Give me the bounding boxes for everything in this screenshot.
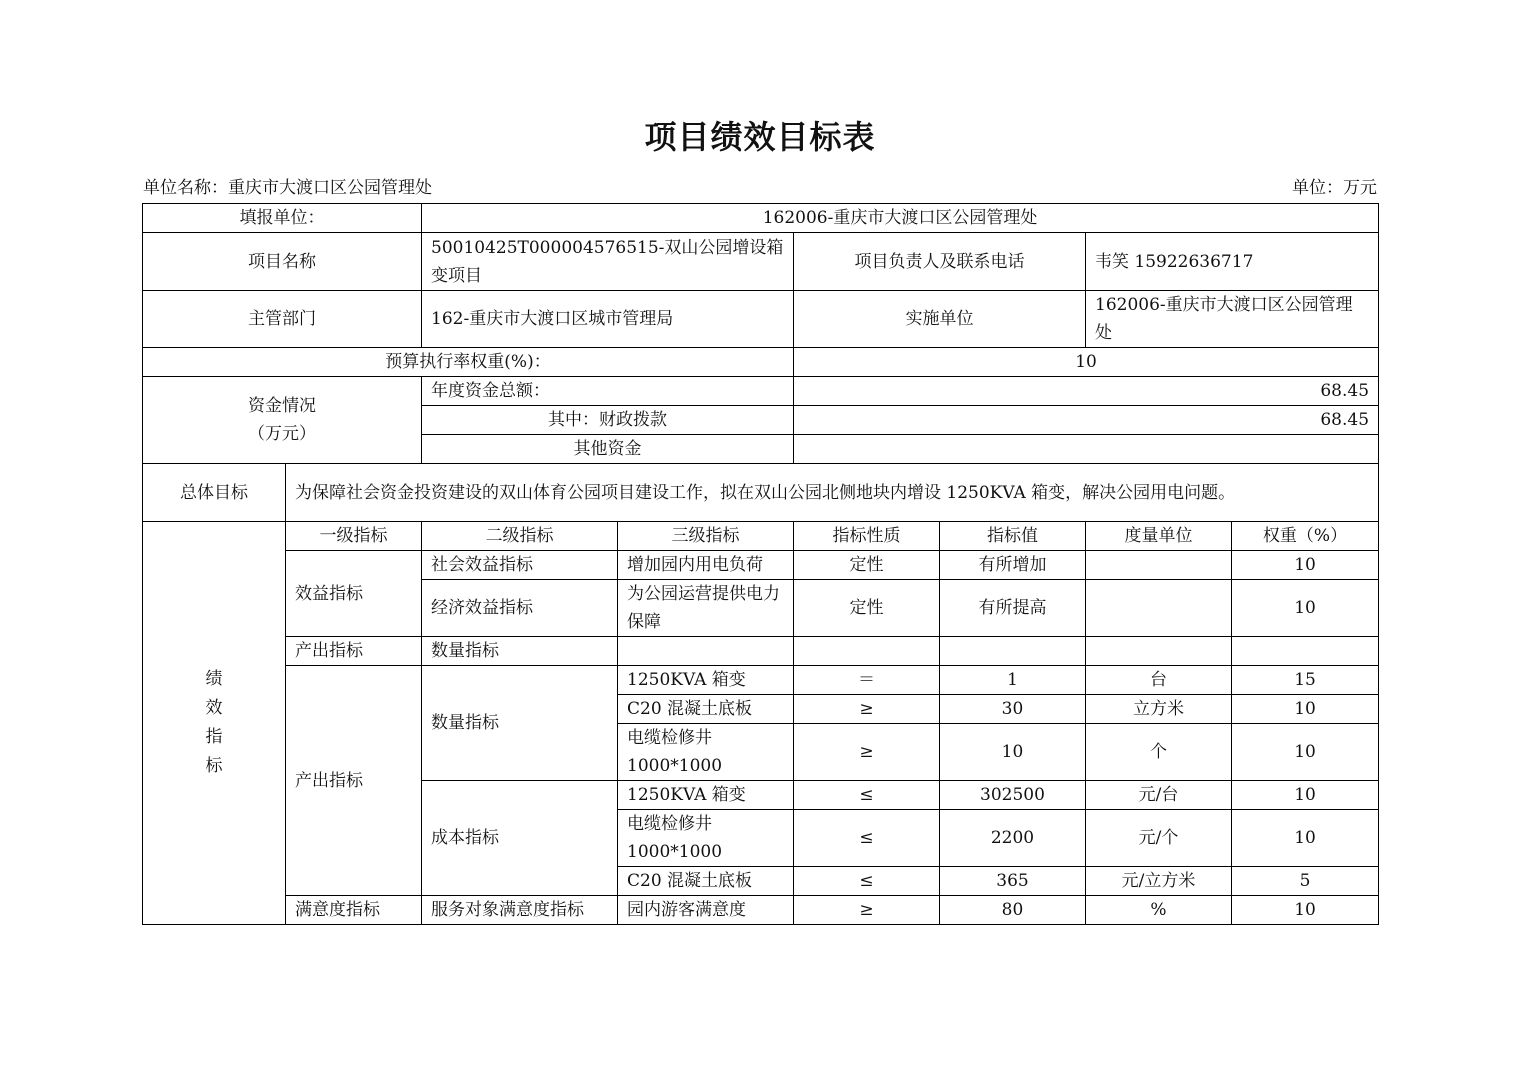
- impl-value: 162006-重庆市大渡口区公园管理处: [1086, 291, 1379, 348]
- empty-cell: [1232, 637, 1379, 666]
- output-level1-b: 产出指标: [286, 666, 422, 896]
- sat-level3: 园内游客满意度: [618, 896, 794, 925]
- q3-weight: 10: [1232, 724, 1379, 781]
- c1-weight: 10: [1232, 781, 1379, 810]
- c3-weight: 5: [1232, 867, 1379, 896]
- social-level2: 社会效益指标: [422, 551, 618, 580]
- currency-unit: 单位：万元: [1292, 178, 1377, 198]
- q2-nature: ≥: [794, 695, 940, 724]
- c1-nature: ≤: [794, 781, 940, 810]
- q1-unit: 台: [1086, 666, 1232, 695]
- sat-weight: 10: [1232, 896, 1379, 925]
- quantity-level2: 数量指标: [422, 666, 618, 781]
- q2-weight: 10: [1232, 695, 1379, 724]
- side-char: 效: [205, 698, 223, 718]
- page-title: 项目绩效目标表: [644, 118, 876, 156]
- header-level3: 三级指标: [618, 522, 794, 551]
- social-nature: 定性: [794, 551, 940, 580]
- side-char: 绩: [205, 669, 223, 689]
- c1-unit: 元/台: [1086, 781, 1232, 810]
- empty-cell: [794, 637, 940, 666]
- side-char: 标: [205, 756, 223, 776]
- sat-nature: ≥: [794, 896, 940, 925]
- c1-level3: 1250KVA 箱变: [618, 781, 794, 810]
- unit-name: 单位名称：重庆市大渡口区公园管理处: [143, 178, 432, 198]
- social-level3: 增加园内用电负荷: [618, 551, 794, 580]
- leader-value: 韦笑 15922636717: [1086, 233, 1379, 291]
- funds-label: [143, 377, 422, 464]
- c3-level3: C20 混凝土底板: [618, 867, 794, 896]
- output-level1-a: 产出指标: [286, 637, 422, 666]
- goal-value: 为保障社会资金投资建设的双山体育公园项目建设工作，拟在双山公园北侧地块内增设 1250KVA 箱变，解决公园用电问题。: [286, 464, 1379, 522]
- funds-label-line1: 资金情况: [248, 396, 316, 416]
- c2-unit: 元/个: [1086, 810, 1232, 867]
- leader-label: 项目负责人及联系电话: [794, 233, 1086, 291]
- econ-weight: 10: [1232, 580, 1379, 637]
- sat-value: 80: [940, 896, 1086, 925]
- impl-label: 实施单位: [794, 291, 1086, 348]
- table-row: [143, 666, 1379, 695]
- c2-level3: 电缆检修井1000*1000: [618, 810, 794, 867]
- project-name-value: 50010425T000004576515-双山公园增设箱变项目: [422, 233, 794, 291]
- fiscal-value: 68.45: [794, 406, 1379, 435]
- econ-unit: [1086, 580, 1232, 637]
- budget-weight-value: 10: [794, 348, 1379, 377]
- fill-unit-label: 填报单位：: [143, 204, 422, 233]
- q3-nature: ≥: [794, 724, 940, 781]
- dept-value: 162-重庆市大渡口区城市管理局: [422, 291, 794, 348]
- header-value: 指标值: [940, 522, 1086, 551]
- econ-level2: 经济效益指标: [422, 580, 618, 637]
- fiscal-label: 其中：财政拨款: [422, 406, 794, 435]
- header-level2: 二级指标: [422, 522, 618, 551]
- q1-nature: ＝: [794, 666, 940, 695]
- side-char: 指: [205, 727, 223, 747]
- header-level1: 一级指标: [286, 522, 422, 551]
- c2-value: 2200: [940, 810, 1086, 867]
- q3-unit: 个: [1086, 724, 1232, 781]
- budget-weight-label: 预算执行率权重(%)：: [143, 348, 794, 377]
- empty-cell: [940, 637, 1086, 666]
- project-name-label: 项目名称: [143, 233, 422, 291]
- cost-level2: 成本指标: [422, 781, 618, 896]
- econ-value: 有所提高: [940, 580, 1086, 637]
- goal-label: 总体目标: [143, 464, 286, 522]
- funds-label-line2: （万元）: [248, 424, 316, 444]
- c3-nature: ≤: [794, 867, 940, 896]
- q2-value: 30: [940, 695, 1086, 724]
- q3-value: 10: [940, 724, 1086, 781]
- c2-weight: 10: [1232, 810, 1379, 867]
- social-weight: 10: [1232, 551, 1379, 580]
- q2-level3: C20 混凝土底板: [618, 695, 794, 724]
- q2-unit: 立方米: [1086, 695, 1232, 724]
- indicators-side-label: [143, 522, 286, 925]
- c3-unit: 元/立方米: [1086, 867, 1232, 896]
- other-funds-value: [794, 435, 1379, 464]
- econ-level3: 为公园运营提供电力保障: [618, 580, 794, 637]
- fill-unit-value: 162006-重庆市大渡口区公园管理处: [422, 204, 1379, 233]
- table-row: [143, 637, 1379, 666]
- dept-label: 主管部门: [143, 291, 422, 348]
- q1-level3: 1250KVA 箱变: [618, 666, 794, 695]
- q1-value: 1: [940, 666, 1086, 695]
- header-unit: 度量单位: [1086, 522, 1232, 551]
- econ-nature: 定性: [794, 580, 940, 637]
- other-funds-label: 其他资金: [422, 435, 794, 464]
- empty-cell: [618, 637, 794, 666]
- sat-level2: 服务对象满意度指标: [422, 896, 618, 925]
- table-row: [143, 896, 1379, 925]
- table-row: [143, 551, 1379, 580]
- header-nature: 指标性质: [794, 522, 940, 551]
- q1-weight: 15: [1232, 666, 1379, 695]
- empty-cell: [1086, 637, 1232, 666]
- social-unit: [1086, 551, 1232, 580]
- q3-level3: 电缆检修井1000*1000: [618, 724, 794, 781]
- benefit-level1: 效益指标: [286, 551, 422, 637]
- social-value: 有所增加: [940, 551, 1086, 580]
- annual-total-value: 68.45: [794, 377, 1379, 406]
- header-weight: 权重（%）: [1232, 522, 1379, 551]
- c1-value: 302500: [940, 781, 1086, 810]
- annual-total-label: 年度资金总额：: [422, 377, 794, 406]
- output-level2-a: 数量指标: [422, 637, 618, 666]
- c2-nature: ≤: [794, 810, 940, 867]
- sat-unit: %: [1086, 896, 1232, 925]
- c3-value: 365: [940, 867, 1086, 896]
- sat-level1: 满意度指标: [286, 896, 422, 925]
- performance-table: [142, 203, 1379, 925]
